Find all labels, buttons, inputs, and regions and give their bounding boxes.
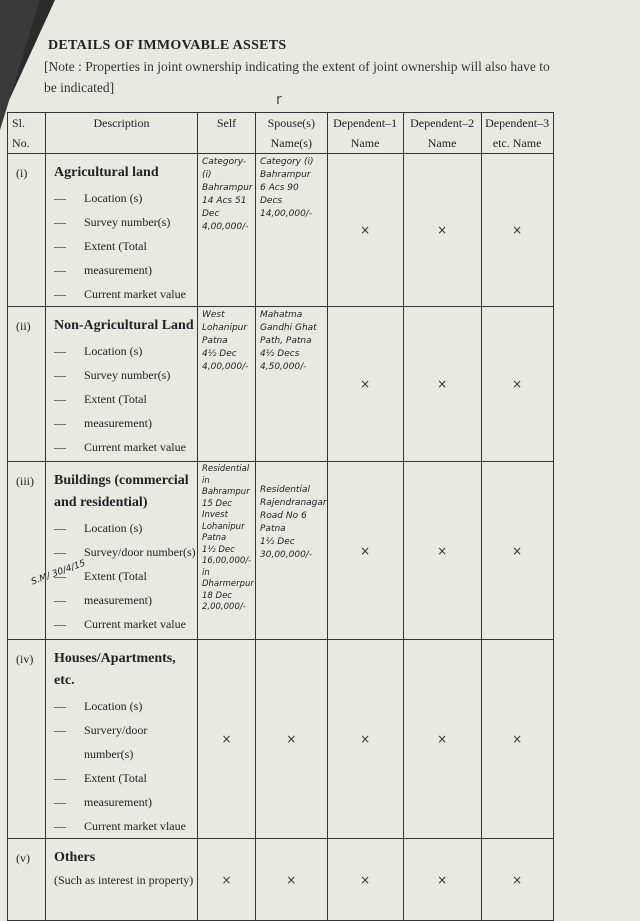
dependent-1-entry: × bbox=[327, 462, 403, 640]
self-entry: × bbox=[198, 839, 256, 921]
header-self: Self bbox=[198, 113, 256, 154]
row-item: — Survery/door number(s) bbox=[54, 718, 197, 766]
dependent-1-entry: × bbox=[327, 154, 403, 307]
row-item-cont: measurement) bbox=[84, 263, 152, 277]
handwritten-tick: r bbox=[276, 92, 282, 108]
row-item: — Extent (Total bbox=[54, 564, 197, 588]
row-item-cont: measurement) bbox=[84, 416, 152, 430]
row-item: — Survey number(s) bbox=[54, 210, 197, 234]
table-row bbox=[8, 462, 554, 640]
header-sl: Sl. No. bbox=[8, 113, 46, 154]
row-sl: (iii) bbox=[8, 462, 46, 640]
row-category: Non-Agricultural Land bbox=[54, 318, 194, 333]
dependent-3-entry: × bbox=[481, 154, 553, 307]
spouse-entry: × bbox=[256, 839, 328, 921]
row-item: — Extent (Total bbox=[54, 766, 197, 790]
row-item: — Current market value bbox=[54, 435, 197, 459]
spouse-entry: Category (i) Bahrampur 6 Acs 90 Decs 14,00,000/- bbox=[256, 154, 328, 307]
spouse-entry: × bbox=[256, 640, 328, 839]
row-description bbox=[46, 462, 198, 640]
row-sl: (i) bbox=[8, 154, 46, 307]
row-description bbox=[46, 307, 198, 462]
header-dependent-2: Dependent–2 Name bbox=[403, 113, 481, 154]
dependent-1-entry: × bbox=[327, 307, 403, 462]
row-item: — Location (s) bbox=[54, 339, 197, 363]
row-description bbox=[46, 640, 198, 839]
dependent-1-entry: × bbox=[327, 839, 403, 921]
dependent-3-entry: × bbox=[481, 839, 553, 921]
assets-table bbox=[7, 112, 554, 921]
row-item: — Location (s) bbox=[54, 694, 197, 718]
spouse-entry: Residential Rajendranagar Road No 6 Patna 1½ Dec 30,00,000/- bbox=[256, 462, 328, 640]
row-item: — Current market value bbox=[54, 612, 197, 636]
row-item: — Extent (Total bbox=[54, 387, 197, 411]
dependent-2-entry: × bbox=[403, 640, 481, 839]
row-item: — Location (s) bbox=[54, 186, 197, 210]
row-item-cont: measurement) bbox=[84, 795, 152, 809]
dependent-2-entry: × bbox=[403, 307, 481, 462]
dependent-1-entry: × bbox=[327, 640, 403, 839]
header-spouse: Spouse(s) Name(s) bbox=[256, 113, 328, 154]
margin-initials: S.M/ 30/4/15 bbox=[30, 558, 87, 588]
row-item: — Current market value bbox=[54, 282, 197, 306]
row-category: Buildings (commercial and residential) bbox=[54, 473, 189, 510]
dependent-3-entry: × bbox=[481, 640, 553, 839]
dependent-2-entry: × bbox=[403, 154, 481, 307]
header-description: Description bbox=[46, 113, 198, 154]
row-sl: (iv) bbox=[8, 640, 46, 839]
row-category: Houses/Apartments, etc. bbox=[54, 651, 176, 688]
row-item: — Survey number(s) bbox=[54, 363, 197, 387]
row-category: Others bbox=[54, 850, 96, 865]
table-row bbox=[8, 839, 554, 921]
row-item: — Survey/door number(s) bbox=[54, 540, 197, 564]
scan-shadow-edge bbox=[0, 0, 40, 130]
row-description bbox=[46, 154, 198, 307]
self-entry: × bbox=[198, 640, 256, 839]
page-title: DETAILS OF IMMOVABLE ASSETS bbox=[48, 38, 287, 53]
table-header-row bbox=[8, 113, 554, 154]
row-item: — Current market vlaue bbox=[54, 814, 197, 838]
row-item: — Location (s) bbox=[54, 516, 197, 540]
spouse-entry: Mahatma Gandhi Ghat Path, Patna 4½ Decs 4,50,000/- bbox=[256, 307, 328, 462]
row-subtitle: (Such as interest in property) bbox=[54, 873, 194, 887]
dependent-3-entry: × bbox=[481, 307, 553, 462]
self-entry: Category-(i) Bahrampur 14 Acs 51 Dec 4,00,000/- bbox=[198, 154, 256, 307]
dependent-2-entry: × bbox=[403, 462, 481, 640]
table-row bbox=[8, 154, 554, 307]
table-row bbox=[8, 307, 554, 462]
header-dependent-3: Dependent–3 etc. Name bbox=[481, 113, 553, 154]
row-sl: (v) bbox=[8, 839, 46, 921]
row-category: Agricultural land bbox=[54, 165, 159, 180]
page-note: [Note : Properties in joint ownership indicating the extent of joint ownership will also have to be indicated] bbox=[44, 59, 550, 95]
row-sl: (ii) bbox=[8, 307, 46, 462]
row-item: — Extent (Total bbox=[54, 234, 197, 258]
self-entry: Residential in Bahrampur 15 Dec Invest Lohanipur Patna 1½ Dec 16,00,000/- in Dharmerpur 18 Dec 2,00,000/- bbox=[198, 462, 256, 640]
dependent-2-entry: × bbox=[403, 839, 481, 921]
self-entry: West Lohanipur Patna 4½ Dec 4,00,000/- bbox=[198, 307, 256, 462]
dependent-3-entry: × bbox=[481, 462, 553, 640]
header-dependent-1: Dependent–1 Name bbox=[327, 113, 403, 154]
row-item-cont: measurement) bbox=[84, 593, 152, 607]
table-row bbox=[8, 640, 554, 839]
row-description bbox=[46, 839, 198, 921]
